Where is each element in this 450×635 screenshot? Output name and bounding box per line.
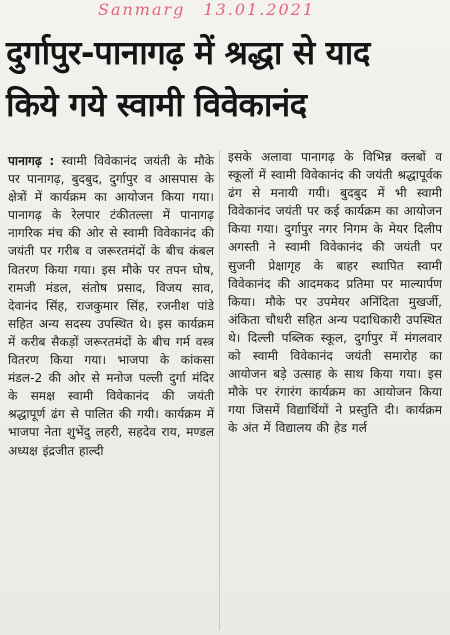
handwritten-annotation	[98, 0, 315, 19]
source-note: Sanmarg	[98, 0, 186, 19]
right-column-text: इसके अलावा पानागढ़ के विभिन्न क्लबों व स्कूलों में स्वामी विवेकानंद की जयंती श्रद्धापूर्वक ढंग से मनायी गयी। बुदबुद में भी स्वामी विवेकानंद जयंती पर कई कार्यक्रम का आयोजन किया गया। दुर्गापुर नगर निगम के मेयर दिलीप अगस्ती ने स्वामी विवेकानंद की जयंती पर सुजनी प्रेक्षागृह के बाहर स्थापित स्वामी विवेकानंद की आदमकद प्रतिमा पर माल्यार्पण किया। मौके पर उपमेयर अनिंदिता मुखर्जी, अंकिता चौधरी सहित अन्य पदाधिकारी उपस्थित थे। दिल्ली पब्लिक स्कूल, दुर्गापुर में मंगलवार को स्वामी विवेकानंद जयंती समारोह का आयोजन बड़े उत्साह के साथ किया गया। इस मौके पर रंगारंग कार्यक्रम का आयोजन किया गया जिसमें विद्यार्थियों ने प्रस्तुति दी। कार्यक्रम के अंत में विद्यालय की हेड गर्ल	[228, 150, 442, 436]
dateline: पानागढ़ :	[8, 154, 55, 168]
article-column-left	[8, 152, 214, 460]
article-column-right	[228, 148, 442, 438]
date-note: 13.01.2021	[203, 0, 316, 19]
left-column-text: स्वामी विवेकानंद जयंती के मौके पर पानागढ़, बुदबुद, दुर्गापुर व आसपास के क्षेत्रों में कार्यक्रम का आयोजन किया गया। पानागढ़ के रेलपार टंकीतल्ला में पानागढ़ नागरिक मंच की ओर से स्वामी विवेकानंद की जयंती पर गरीब व जरूरतमंदों के बीच कंबल वितरण किया गया। इस मौके पर तपन घोष, रामजी मंडल, संतोष प्रसाद, विजय साव, देवानंद सिंह, राजकुमार सिंह, रजनीश पांडे सहित अन्य सदस्य उपस्थित थे। इस कार्यक्रम में करीब सैकड़ों जरूरतमंदों के बीच गर्म वस्त्र वितरण किया गया। भाजपा के कांकसा मंडल-2 की ओर से मनोज पल्ली दुर्गा मंदिर के समक्ष स्वामी विवेकानंद की जयंती श्रद्धापूर्ण ढंग से पालित की गयी। कार्यक्रम में भाजपा नेता शुभेंदु लहरी, सहदेव राय, मण्डल अध्यक्ष इंद्रजीत हाल्दी	[8, 154, 214, 458]
column-divider	[219, 150, 220, 630]
headline-line-1: दुर्गापुर-पानागढ़ में श्रद्धा से याद	[6, 33, 370, 72]
headline-line-2: किये गये स्वामी विवेकानंद	[6, 85, 307, 124]
